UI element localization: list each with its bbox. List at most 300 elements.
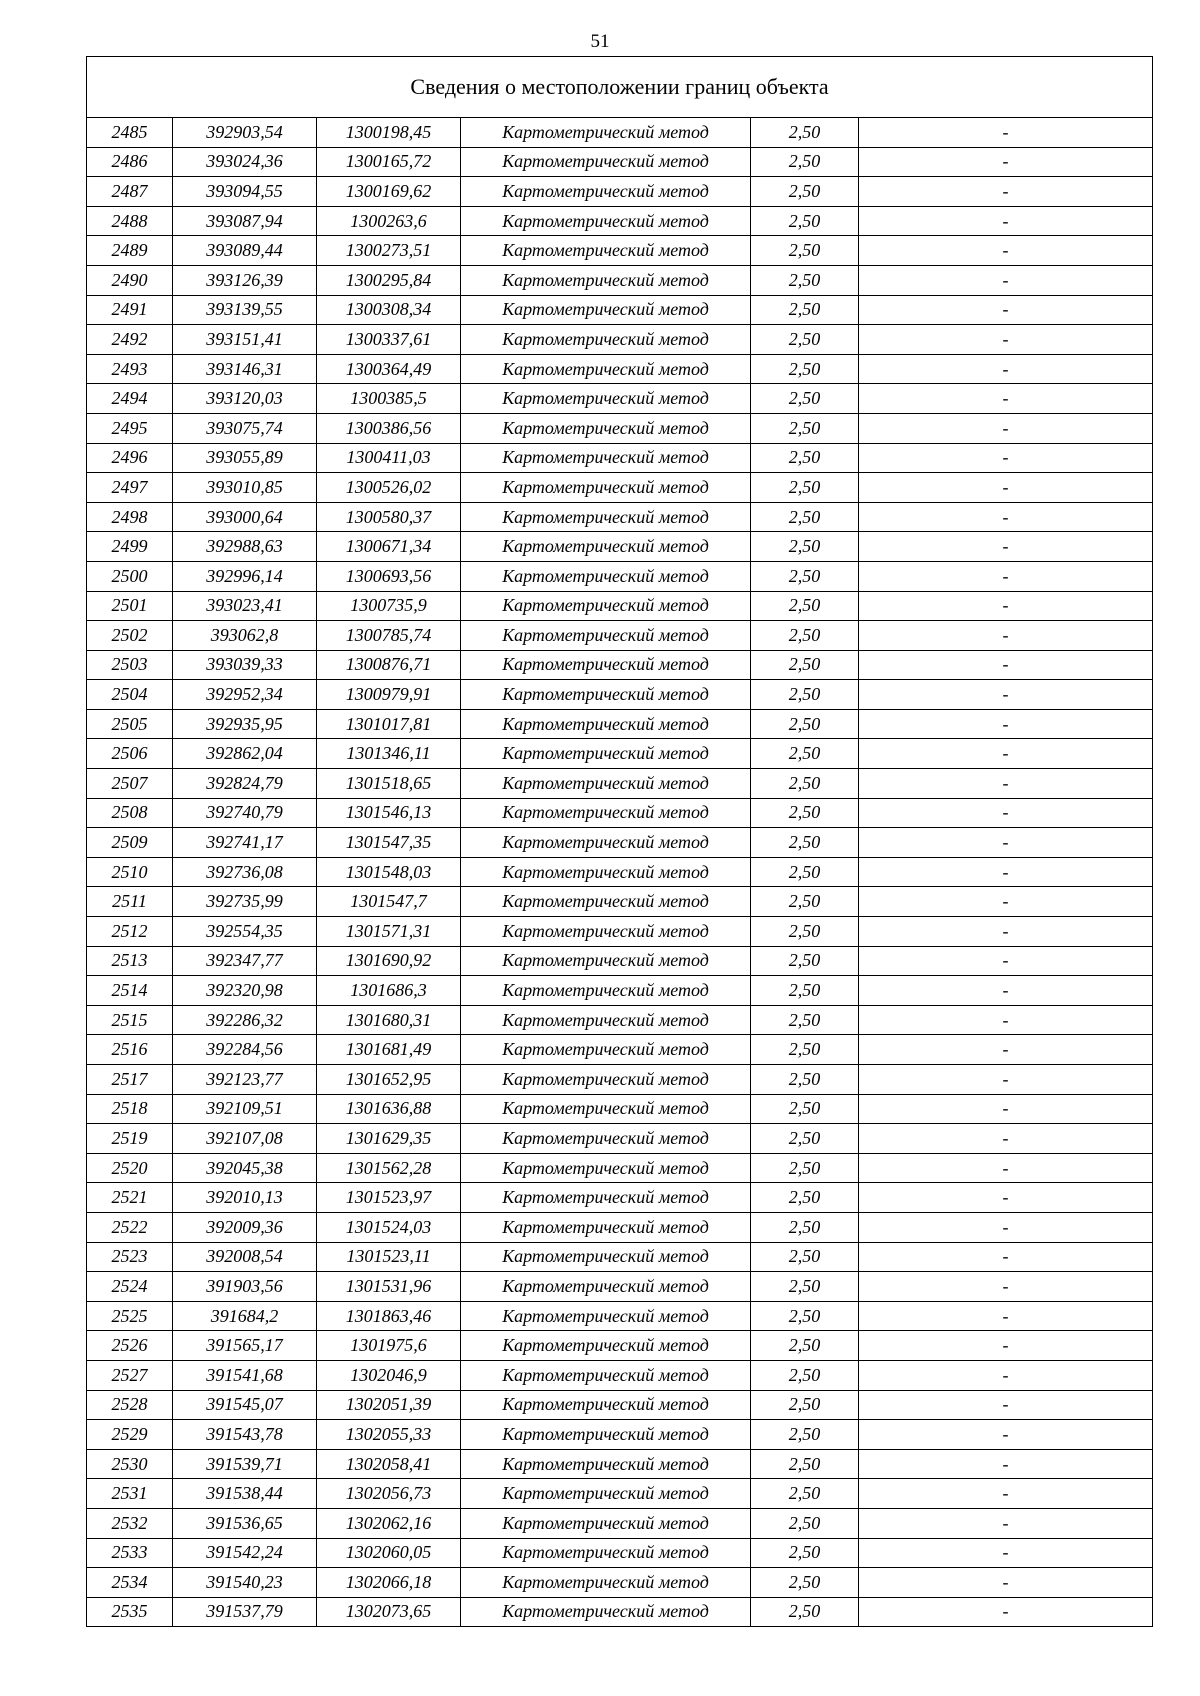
description-cell: - bbox=[859, 1390, 1153, 1420]
point-number-cell: 2502 bbox=[87, 621, 173, 651]
x-coordinate-cell: 393062,8 bbox=[173, 621, 317, 651]
accuracy-cell: 2,50 bbox=[751, 561, 859, 591]
description-cell: - bbox=[859, 502, 1153, 532]
point-number-cell: 2520 bbox=[87, 1153, 173, 1183]
accuracy-cell: 2,50 bbox=[751, 1183, 859, 1213]
accuracy-cell: 2,50 bbox=[751, 413, 859, 443]
point-number-cell: 2507 bbox=[87, 769, 173, 799]
method-cell: Картометрический метод bbox=[461, 118, 751, 148]
description-cell: - bbox=[859, 443, 1153, 473]
point-number-cell: 2522 bbox=[87, 1212, 173, 1242]
x-coordinate-cell: 391537,79 bbox=[173, 1597, 317, 1627]
point-number-cell: 2500 bbox=[87, 561, 173, 591]
table-row bbox=[87, 206, 1153, 236]
table-row bbox=[87, 1242, 1153, 1272]
point-number-cell: 2527 bbox=[87, 1360, 173, 1390]
y-coordinate-cell: 1300386,56 bbox=[317, 413, 461, 443]
description-cell: - bbox=[859, 1331, 1153, 1361]
method-cell: Картометрический метод bbox=[461, 1065, 751, 1095]
table-title: Сведения о местоположении границ объекта bbox=[87, 57, 1153, 118]
method-cell: Картометрический метод bbox=[461, 1005, 751, 1035]
accuracy-cell: 2,50 bbox=[751, 946, 859, 976]
y-coordinate-cell: 1302056,73 bbox=[317, 1479, 461, 1509]
table-row bbox=[87, 887, 1153, 917]
table-row bbox=[87, 1094, 1153, 1124]
y-coordinate-cell: 1302073,65 bbox=[317, 1597, 461, 1627]
description-cell: - bbox=[859, 1420, 1153, 1450]
accuracy-cell: 2,50 bbox=[751, 384, 859, 414]
y-coordinate-cell: 1300165,72 bbox=[317, 147, 461, 177]
table-row bbox=[87, 295, 1153, 325]
point-number-cell: 2526 bbox=[87, 1331, 173, 1361]
y-coordinate-cell: 1301652,95 bbox=[317, 1065, 461, 1095]
method-cell: Картометрический метод bbox=[461, 680, 751, 710]
table-row bbox=[87, 976, 1153, 1006]
table-row bbox=[87, 384, 1153, 414]
point-number-cell: 2513 bbox=[87, 946, 173, 976]
table-row bbox=[87, 1508, 1153, 1538]
x-coordinate-cell: 392996,14 bbox=[173, 561, 317, 591]
table-row bbox=[87, 1153, 1153, 1183]
accuracy-cell: 2,50 bbox=[751, 295, 859, 325]
x-coordinate-cell: 392740,79 bbox=[173, 798, 317, 828]
x-coordinate-cell: 392286,32 bbox=[173, 1005, 317, 1035]
y-coordinate-cell: 1300876,71 bbox=[317, 650, 461, 680]
table-row bbox=[87, 1272, 1153, 1302]
description-cell: - bbox=[859, 621, 1153, 651]
x-coordinate-cell: 391539,71 bbox=[173, 1449, 317, 1479]
accuracy-cell: 2,50 bbox=[751, 473, 859, 503]
point-number-cell: 2499 bbox=[87, 532, 173, 562]
y-coordinate-cell: 1301571,31 bbox=[317, 917, 461, 947]
y-coordinate-cell: 1300785,74 bbox=[317, 621, 461, 651]
table-row bbox=[87, 1597, 1153, 1627]
description-cell: - bbox=[859, 591, 1153, 621]
y-coordinate-cell: 1302058,41 bbox=[317, 1449, 461, 1479]
method-cell: Картометрический метод bbox=[461, 650, 751, 680]
y-coordinate-cell: 1300169,62 bbox=[317, 177, 461, 207]
x-coordinate-cell: 392010,13 bbox=[173, 1183, 317, 1213]
accuracy-cell: 2,50 bbox=[751, 1272, 859, 1302]
x-coordinate-cell: 391536,65 bbox=[173, 1508, 317, 1538]
table-row bbox=[87, 177, 1153, 207]
x-coordinate-cell: 392952,34 bbox=[173, 680, 317, 710]
point-number-cell: 2523 bbox=[87, 1242, 173, 1272]
table-row bbox=[87, 118, 1153, 148]
point-number-cell: 2503 bbox=[87, 650, 173, 680]
method-cell: Картометрический метод bbox=[461, 295, 751, 325]
x-coordinate-cell: 391903,56 bbox=[173, 1272, 317, 1302]
x-coordinate-cell: 393126,39 bbox=[173, 265, 317, 295]
point-number-cell: 2531 bbox=[87, 1479, 173, 1509]
y-coordinate-cell: 1301017,81 bbox=[317, 709, 461, 739]
point-number-cell: 2525 bbox=[87, 1301, 173, 1331]
y-coordinate-cell: 1301547,7 bbox=[317, 887, 461, 917]
x-coordinate-cell: 393120,03 bbox=[173, 384, 317, 414]
x-coordinate-cell: 393151,41 bbox=[173, 325, 317, 355]
method-cell: Картометрический метод bbox=[461, 1094, 751, 1124]
method-cell: Картометрический метод bbox=[461, 354, 751, 384]
accuracy-cell: 2,50 bbox=[751, 1212, 859, 1242]
accuracy-cell: 2,50 bbox=[751, 621, 859, 651]
accuracy-cell: 2,50 bbox=[751, 1035, 859, 1065]
table-row bbox=[87, 532, 1153, 562]
y-coordinate-cell: 1302055,33 bbox=[317, 1420, 461, 1450]
x-coordinate-cell: 393000,64 bbox=[173, 502, 317, 532]
table-row bbox=[87, 739, 1153, 769]
point-number-cell: 2493 bbox=[87, 354, 173, 384]
table-row bbox=[87, 591, 1153, 621]
point-number-cell: 2494 bbox=[87, 384, 173, 414]
method-cell: Картометрический метод bbox=[461, 1331, 751, 1361]
method-cell: Картометрический метод bbox=[461, 473, 751, 503]
method-cell: Картометрический метод bbox=[461, 917, 751, 947]
point-number-cell: 2518 bbox=[87, 1094, 173, 1124]
y-coordinate-cell: 1300263,6 bbox=[317, 206, 461, 236]
table-row bbox=[87, 1390, 1153, 1420]
accuracy-cell: 2,50 bbox=[751, 1538, 859, 1568]
method-cell: Картометрический метод bbox=[461, 709, 751, 739]
point-number-cell: 2514 bbox=[87, 976, 173, 1006]
y-coordinate-cell: 1300385,5 bbox=[317, 384, 461, 414]
description-cell: - bbox=[859, 887, 1153, 917]
method-cell: Картометрический метод bbox=[461, 828, 751, 858]
point-number-cell: 2509 bbox=[87, 828, 173, 858]
point-number-cell: 2487 bbox=[87, 177, 173, 207]
method-cell: Картометрический метод bbox=[461, 1538, 751, 1568]
table-row bbox=[87, 1479, 1153, 1509]
x-coordinate-cell: 391541,68 bbox=[173, 1360, 317, 1390]
method-cell: Картометрический метод bbox=[461, 1449, 751, 1479]
y-coordinate-cell: 1300337,61 bbox=[317, 325, 461, 355]
description-cell: - bbox=[859, 265, 1153, 295]
x-coordinate-cell: 392107,08 bbox=[173, 1124, 317, 1154]
x-coordinate-cell: 391545,07 bbox=[173, 1390, 317, 1420]
method-cell: Картометрический метод bbox=[461, 1420, 751, 1450]
table-row bbox=[87, 798, 1153, 828]
table-row bbox=[87, 946, 1153, 976]
method-cell: Картометрический метод bbox=[461, 1183, 751, 1213]
point-number-cell: 2528 bbox=[87, 1390, 173, 1420]
description-cell: - bbox=[859, 976, 1153, 1006]
method-cell: Картометрический метод bbox=[461, 177, 751, 207]
x-coordinate-cell: 393055,89 bbox=[173, 443, 317, 473]
description-cell: - bbox=[859, 1065, 1153, 1095]
description-cell: - bbox=[859, 1153, 1153, 1183]
description-cell: - bbox=[859, 946, 1153, 976]
method-cell: Картометрический метод bbox=[461, 265, 751, 295]
description-cell: - bbox=[859, 680, 1153, 710]
description-cell: - bbox=[859, 1242, 1153, 1272]
table-row bbox=[87, 621, 1153, 651]
method-cell: Картометрический метод bbox=[461, 384, 751, 414]
accuracy-cell: 2,50 bbox=[751, 1420, 859, 1450]
x-coordinate-cell: 391538,44 bbox=[173, 1479, 317, 1509]
y-coordinate-cell: 1300693,56 bbox=[317, 561, 461, 591]
point-number-cell: 2524 bbox=[87, 1272, 173, 1302]
description-cell: - bbox=[859, 413, 1153, 443]
accuracy-cell: 2,50 bbox=[751, 265, 859, 295]
accuracy-cell: 2,50 bbox=[751, 502, 859, 532]
method-cell: Картометрический метод bbox=[461, 1360, 751, 1390]
accuracy-cell: 2,50 bbox=[751, 739, 859, 769]
x-coordinate-cell: 392347,77 bbox=[173, 946, 317, 976]
method-cell: Картометрический метод bbox=[461, 1153, 751, 1183]
description-cell: - bbox=[859, 1597, 1153, 1627]
point-number-cell: 2495 bbox=[87, 413, 173, 443]
y-coordinate-cell: 1300526,02 bbox=[317, 473, 461, 503]
x-coordinate-cell: 392741,17 bbox=[173, 828, 317, 858]
method-cell: Картометрический метод bbox=[461, 946, 751, 976]
table-row bbox=[87, 709, 1153, 739]
method-cell: Картометрический метод bbox=[461, 798, 751, 828]
accuracy-cell: 2,50 bbox=[751, 1479, 859, 1509]
description-cell: - bbox=[859, 354, 1153, 384]
description-cell: - bbox=[859, 1124, 1153, 1154]
table-row bbox=[87, 561, 1153, 591]
x-coordinate-cell: 393089,44 bbox=[173, 236, 317, 266]
accuracy-cell: 2,50 bbox=[751, 1242, 859, 1272]
method-cell: Картометрический метод bbox=[461, 1390, 751, 1420]
method-cell: Картометрический метод bbox=[461, 739, 751, 769]
x-coordinate-cell: 391543,78 bbox=[173, 1420, 317, 1450]
method-cell: Картометрический метод bbox=[461, 147, 751, 177]
point-number-cell: 2504 bbox=[87, 680, 173, 710]
accuracy-cell: 2,50 bbox=[751, 769, 859, 799]
table-row bbox=[87, 354, 1153, 384]
method-cell: Картометрический метод bbox=[461, 591, 751, 621]
description-cell: - bbox=[859, 1212, 1153, 1242]
accuracy-cell: 2,50 bbox=[751, 206, 859, 236]
method-cell: Картометрический метод bbox=[461, 1508, 751, 1538]
x-coordinate-cell: 392862,04 bbox=[173, 739, 317, 769]
table-row bbox=[87, 1005, 1153, 1035]
point-number-cell: 2510 bbox=[87, 857, 173, 887]
table-row bbox=[87, 1420, 1153, 1450]
description-cell: - bbox=[859, 1479, 1153, 1509]
accuracy-cell: 2,50 bbox=[751, 917, 859, 947]
description-cell: - bbox=[859, 917, 1153, 947]
description-cell: - bbox=[859, 1568, 1153, 1598]
table-row bbox=[87, 473, 1153, 503]
y-coordinate-cell: 1300735,9 bbox=[317, 591, 461, 621]
x-coordinate-cell: 393023,41 bbox=[173, 591, 317, 621]
accuracy-cell: 2,50 bbox=[751, 325, 859, 355]
y-coordinate-cell: 1302051,39 bbox=[317, 1390, 461, 1420]
point-number-cell: 2508 bbox=[87, 798, 173, 828]
table-row bbox=[87, 1331, 1153, 1361]
x-coordinate-cell: 392903,54 bbox=[173, 118, 317, 148]
y-coordinate-cell: 1301680,31 bbox=[317, 1005, 461, 1035]
y-coordinate-cell: 1301681,49 bbox=[317, 1035, 461, 1065]
description-cell: - bbox=[859, 206, 1153, 236]
description-cell: - bbox=[859, 118, 1153, 148]
y-coordinate-cell: 1301518,65 bbox=[317, 769, 461, 799]
accuracy-cell: 2,50 bbox=[751, 1360, 859, 1390]
x-coordinate-cell: 393039,33 bbox=[173, 650, 317, 680]
accuracy-cell: 2,50 bbox=[751, 1449, 859, 1479]
table-row bbox=[87, 1124, 1153, 1154]
point-number-cell: 2491 bbox=[87, 295, 173, 325]
table-row bbox=[87, 443, 1153, 473]
y-coordinate-cell: 1300273,51 bbox=[317, 236, 461, 266]
point-number-cell: 2517 bbox=[87, 1065, 173, 1095]
table-row bbox=[87, 1568, 1153, 1598]
method-cell: Картометрический метод bbox=[461, 1035, 751, 1065]
description-cell: - bbox=[859, 1538, 1153, 1568]
accuracy-cell: 2,50 bbox=[751, 1597, 859, 1627]
accuracy-cell: 2,50 bbox=[751, 147, 859, 177]
method-cell: Картометрический метод bbox=[461, 1568, 751, 1598]
description-cell: - bbox=[859, 236, 1153, 266]
accuracy-cell: 2,50 bbox=[751, 828, 859, 858]
y-coordinate-cell: 1301546,13 bbox=[317, 798, 461, 828]
method-cell: Картометрический метод bbox=[461, 1242, 751, 1272]
table-row bbox=[87, 1301, 1153, 1331]
x-coordinate-cell: 392736,08 bbox=[173, 857, 317, 887]
point-number-cell: 2516 bbox=[87, 1035, 173, 1065]
x-coordinate-cell: 392045,38 bbox=[173, 1153, 317, 1183]
y-coordinate-cell: 1301863,46 bbox=[317, 1301, 461, 1331]
method-cell: Картометрический метод bbox=[461, 1212, 751, 1242]
y-coordinate-cell: 1300979,91 bbox=[317, 680, 461, 710]
method-cell: Картометрический метод bbox=[461, 621, 751, 651]
point-number-cell: 2488 bbox=[87, 206, 173, 236]
description-cell: - bbox=[859, 650, 1153, 680]
y-coordinate-cell: 1301636,88 bbox=[317, 1094, 461, 1124]
point-number-cell: 2534 bbox=[87, 1568, 173, 1598]
method-cell: Картометрический метод bbox=[461, 413, 751, 443]
table-row bbox=[87, 680, 1153, 710]
x-coordinate-cell: 392935,95 bbox=[173, 709, 317, 739]
point-number-cell: 2498 bbox=[87, 502, 173, 532]
accuracy-cell: 2,50 bbox=[751, 443, 859, 473]
method-cell: Картометрический метод bbox=[461, 1597, 751, 1627]
table-row bbox=[87, 502, 1153, 532]
accuracy-cell: 2,50 bbox=[751, 177, 859, 207]
description-cell: - bbox=[859, 1005, 1153, 1035]
y-coordinate-cell: 1300411,03 bbox=[317, 443, 461, 473]
description-cell: - bbox=[859, 532, 1153, 562]
table-row bbox=[87, 1035, 1153, 1065]
method-cell: Картометрический метод bbox=[461, 857, 751, 887]
table-row bbox=[87, 769, 1153, 799]
table-row bbox=[87, 1360, 1153, 1390]
y-coordinate-cell: 1300671,34 bbox=[317, 532, 461, 562]
accuracy-cell: 2,50 bbox=[751, 591, 859, 621]
x-coordinate-cell: 392988,63 bbox=[173, 532, 317, 562]
method-cell: Картометрический метод bbox=[461, 206, 751, 236]
y-coordinate-cell: 1301629,35 bbox=[317, 1124, 461, 1154]
x-coordinate-cell: 392735,99 bbox=[173, 887, 317, 917]
method-cell: Картометрический метод bbox=[461, 1301, 751, 1331]
method-cell: Картометрический метод bbox=[461, 502, 751, 532]
description-cell: - bbox=[859, 828, 1153, 858]
x-coordinate-cell: 391540,23 bbox=[173, 1568, 317, 1598]
method-cell: Картометрический метод bbox=[461, 976, 751, 1006]
point-number-cell: 2501 bbox=[87, 591, 173, 621]
description-cell: - bbox=[859, 325, 1153, 355]
description-cell: - bbox=[859, 147, 1153, 177]
y-coordinate-cell: 1300364,49 bbox=[317, 354, 461, 384]
point-number-cell: 2485 bbox=[87, 118, 173, 148]
description-cell: - bbox=[859, 1449, 1153, 1479]
table-row bbox=[87, 1449, 1153, 1479]
y-coordinate-cell: 1301562,28 bbox=[317, 1153, 461, 1183]
point-number-cell: 2529 bbox=[87, 1420, 173, 1450]
table-row bbox=[87, 1538, 1153, 1568]
x-coordinate-cell: 393094,55 bbox=[173, 177, 317, 207]
x-coordinate-cell: 393010,85 bbox=[173, 473, 317, 503]
accuracy-cell: 2,50 bbox=[751, 680, 859, 710]
description-cell: - bbox=[859, 295, 1153, 325]
accuracy-cell: 2,50 bbox=[751, 1065, 859, 1095]
method-cell: Картометрический метод bbox=[461, 1124, 751, 1154]
point-number-cell: 2489 bbox=[87, 236, 173, 266]
y-coordinate-cell: 1300308,34 bbox=[317, 295, 461, 325]
accuracy-cell: 2,50 bbox=[751, 887, 859, 917]
y-coordinate-cell: 1300580,37 bbox=[317, 502, 461, 532]
point-number-cell: 2486 bbox=[87, 147, 173, 177]
y-coordinate-cell: 1302066,18 bbox=[317, 1568, 461, 1598]
y-coordinate-cell: 1301524,03 bbox=[317, 1212, 461, 1242]
x-coordinate-cell: 393139,55 bbox=[173, 295, 317, 325]
x-coordinate-cell: 391565,17 bbox=[173, 1331, 317, 1361]
table-row bbox=[87, 857, 1153, 887]
point-number-cell: 2496 bbox=[87, 443, 173, 473]
y-coordinate-cell: 1301690,92 bbox=[317, 946, 461, 976]
x-coordinate-cell: 392009,36 bbox=[173, 1212, 317, 1242]
x-coordinate-cell: 393087,94 bbox=[173, 206, 317, 236]
description-cell: - bbox=[859, 1094, 1153, 1124]
x-coordinate-cell: 393146,31 bbox=[173, 354, 317, 384]
x-coordinate-cell: 392284,56 bbox=[173, 1035, 317, 1065]
table-row bbox=[87, 1065, 1153, 1095]
x-coordinate-cell: 393075,74 bbox=[173, 413, 317, 443]
accuracy-cell: 2,50 bbox=[751, 1331, 859, 1361]
description-cell: - bbox=[859, 473, 1153, 503]
description-cell: - bbox=[859, 709, 1153, 739]
method-cell: Картометрический метод bbox=[461, 236, 751, 266]
x-coordinate-cell: 392109,51 bbox=[173, 1094, 317, 1124]
description-cell: - bbox=[859, 1360, 1153, 1390]
point-number-cell: 2535 bbox=[87, 1597, 173, 1627]
description-cell: - bbox=[859, 1272, 1153, 1302]
y-coordinate-cell: 1301523,11 bbox=[317, 1242, 461, 1272]
y-coordinate-cell: 1301975,6 bbox=[317, 1331, 461, 1361]
accuracy-cell: 2,50 bbox=[751, 1508, 859, 1538]
method-cell: Картометрический метод bbox=[461, 561, 751, 591]
table-row bbox=[87, 147, 1153, 177]
x-coordinate-cell: 391684,2 bbox=[173, 1301, 317, 1331]
description-cell: - bbox=[859, 561, 1153, 591]
point-number-cell: 2511 bbox=[87, 887, 173, 917]
point-number-cell: 2512 bbox=[87, 917, 173, 947]
method-cell: Картометрический метод bbox=[461, 1272, 751, 1302]
x-coordinate-cell: 391542,24 bbox=[173, 1538, 317, 1568]
accuracy-cell: 2,50 bbox=[751, 976, 859, 1006]
point-number-cell: 2497 bbox=[87, 473, 173, 503]
accuracy-cell: 2,50 bbox=[751, 1094, 859, 1124]
method-cell: Картометрический метод bbox=[461, 532, 751, 562]
accuracy-cell: 2,50 bbox=[751, 118, 859, 148]
method-cell: Картометрический метод bbox=[461, 769, 751, 799]
y-coordinate-cell: 1300198,45 bbox=[317, 118, 461, 148]
description-cell: - bbox=[859, 769, 1153, 799]
table-row bbox=[87, 650, 1153, 680]
description-cell: - bbox=[859, 1183, 1153, 1213]
y-coordinate-cell: 1301523,97 bbox=[317, 1183, 461, 1213]
